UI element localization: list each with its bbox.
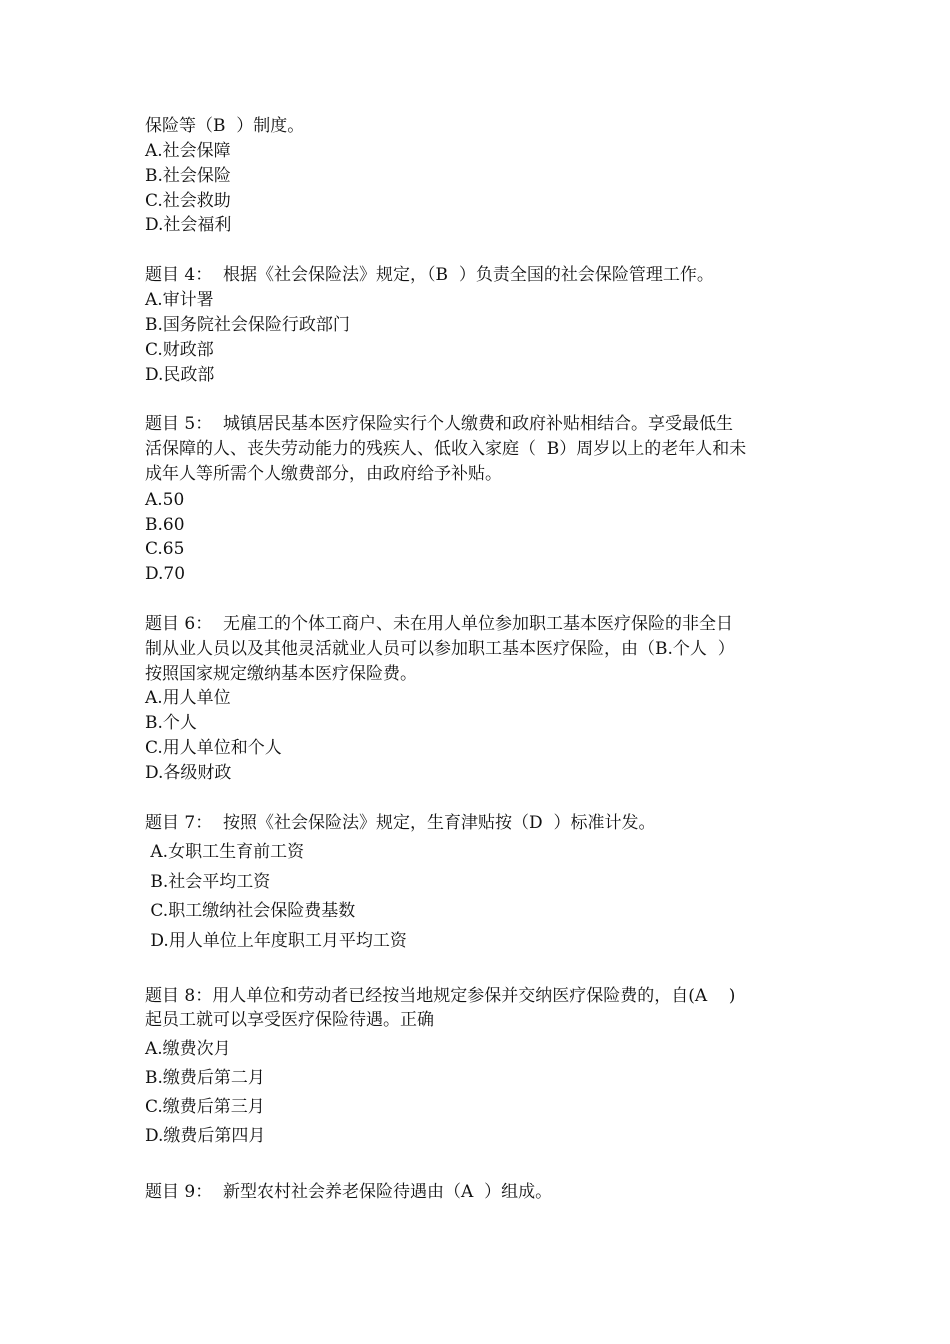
question-6-option-d: D.各级财政: [145, 763, 232, 783]
question-4-option-c: C.财政部: [145, 340, 214, 360]
question-6-option-b: B.个人: [145, 713, 197, 733]
question-4-option-b: B.国务院社会保险行政部门: [145, 315, 350, 335]
question-6-stem-line-2: 制从业人员以及其他灵活就业人员可以参加职工基本医疗保险，由（B.个人 ）: [145, 639, 735, 659]
option-c: C.社会救助: [145, 191, 231, 211]
question-6-stem-line-1: 题目 6： 无雇工的个体工商户、未在用人单位参加职工基本医疗保险的非全日: [145, 614, 734, 634]
question-5-stem-line-3: 成年人等所需个人缴费部分，由政府给予补贴。: [145, 464, 502, 484]
question-8-stem-line-1: 题目 8：用人单位和劳动者已经按当地规定参保并交纳医疗保险费的，自(A ): [145, 986, 736, 1006]
question-6-stem-line-3: 按照国家规定缴纳基本医疗保险费。: [145, 664, 417, 684]
question-9-stem: 题目 9： 新型农村社会养老保险待遇由（A ）组成。: [145, 1182, 553, 1202]
question-6-option-c: C.用人单位和个人: [145, 738, 282, 758]
question-5-stem-line-2: 活保障的人、丧失劳动能力的残疾人、低收入家庭（ B）周岁以上的老年人和未: [145, 439, 747, 459]
question-6-option-a: A.用人单位: [145, 688, 231, 708]
question-5-option-d: D.70: [145, 564, 186, 584]
question-5-option-c: C.65: [145, 539, 185, 559]
question-7-stem: 题目 7： 按照《社会保险法》规定，生育津贴按（D ）标准计发。: [145, 813, 656, 833]
option-a: A.社会保障: [145, 141, 231, 161]
question-8-stem-line-2: 起员工就可以享受医疗保险待遇。正确: [145, 1010, 434, 1030]
option-d: D.社会福利: [145, 215, 232, 235]
question-5-option-b: B.60: [145, 515, 185, 535]
question-stem: 保险等（B ）制度。: [145, 116, 305, 136]
question-5-option-a: A.50: [145, 490, 185, 510]
question-4-option-d: D.民政部: [145, 365, 215, 385]
question-8-option-d: D.缴费后第四月: [145, 1126, 266, 1146]
question-8-option-b: B.缴费后第二月: [145, 1068, 265, 1088]
question-7-option-c: C.职工缴纳社会保险费基数: [145, 901, 356, 921]
question-8-option-a: A.缴费次月: [145, 1039, 231, 1059]
question-7-option-d: D.用人单位上年度职工月平均工资: [145, 931, 407, 951]
question-5-stem-line-1: 题目 5： 城镇居民基本医疗保险实行个人缴费和政府补贴相结合。享受最低生: [145, 414, 734, 434]
question-4-option-a: A.审计署: [145, 290, 214, 310]
question-7-option-b: B.社会平均工资: [145, 872, 271, 892]
option-b: B.社会保险: [145, 166, 231, 186]
question-4-stem: 题目 4： 根据《社会保险法》规定，（B ）负责全国的社会保险管理工作。: [145, 265, 714, 285]
question-7-option-a: A.女职工生育前工资: [145, 842, 305, 862]
question-8-option-c: C.缴费后第三月: [145, 1097, 265, 1117]
